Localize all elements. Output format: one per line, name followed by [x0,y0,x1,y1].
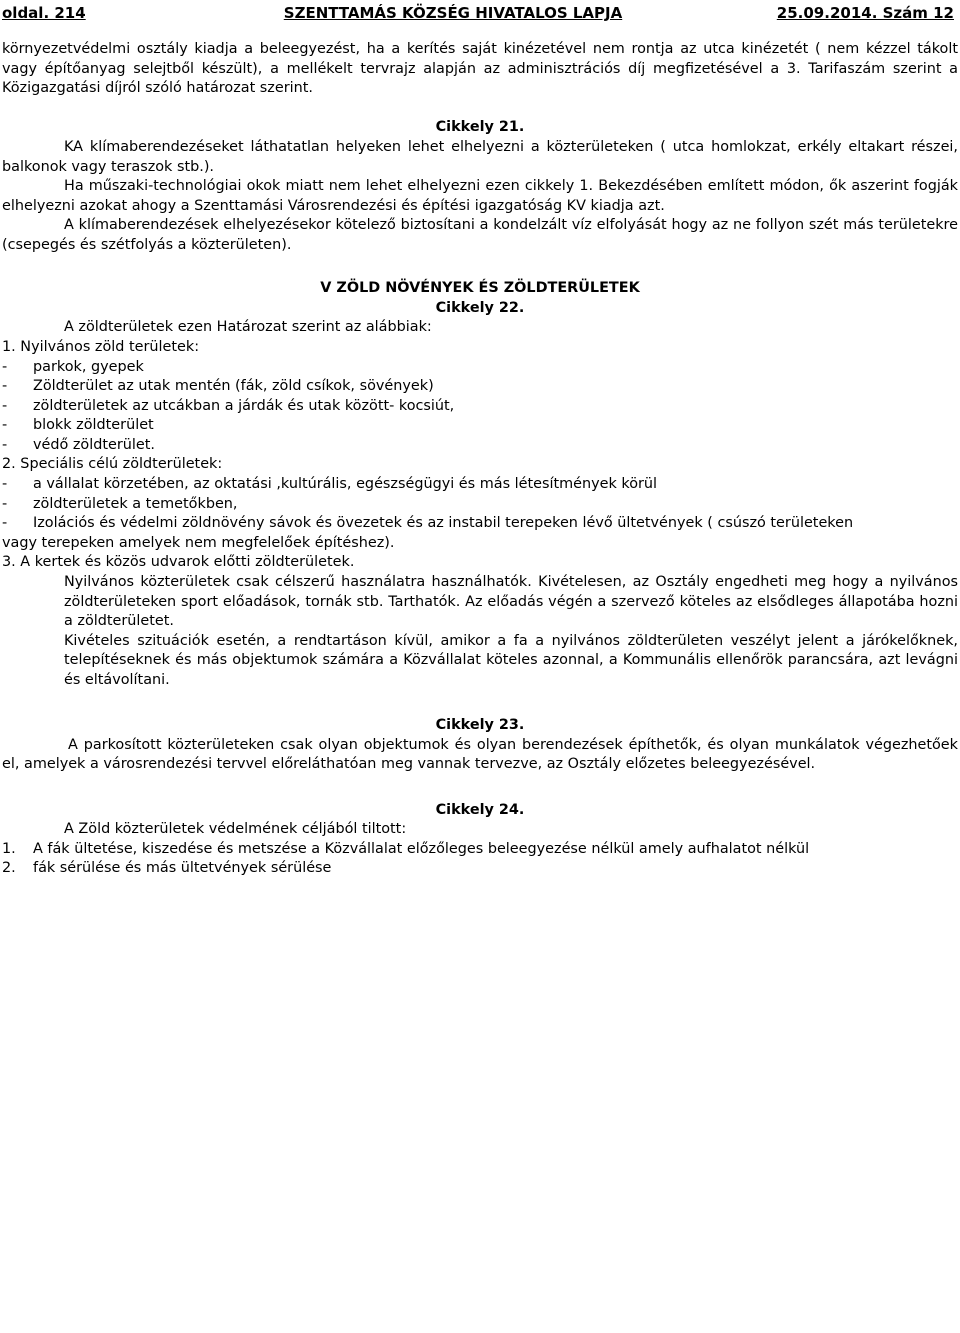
header-page-number: oldal. 214 [2,4,86,22]
item-number: 2. [2,860,16,877]
article-21-paragraph-3: A klímaberendezések elhelyezésekor kötelező biztosítani a kondelzált víz elfolyását hogy az ne follyon szét más területekre (csepegés és szétfolyás a közterületen). [2,217,958,253]
article-24-intro: A Zöld közterületek védelmének céljából tiltott: [64,821,407,838]
article-23-title: Cikkely 23. [435,717,525,734]
gardens-heading: 3. A kertek és közös udvarok előtti zöldterületek. [2,554,355,571]
article-21-paragraph-1: KA klímaberendezéseket láthatatlan helyeken lehet elhelyezni a közterületeken ( utca homlokzat, erkély eltakart részei, balkonok vagy teraszok stb.). [2,138,958,175]
list-item: - Izolációs és védelmi zöldnövény sávok és övezetek és az instabil terepeken lévő ültetvények ( csúszó területeken vagy terepeken amelyek nem megfelelőek építéshez). [2,515,854,551]
article-21-paragraph-2: Ha műszaki-technológiai okok miatt nem lehet elhelyezni ezen cikkely 1. Bekezdésében említett módon, ők aszerint fogják elhelyezni azokat ahogy a Szenttamási Városrendezési és építési igazgatóság KV kiadja azt. [2,178,958,214]
article-22-intro: A zöldterületek ezen Határozat szerint az alábbiak: [64,319,432,336]
special-green-heading: 2. Speciális célú zöldterületek: [2,456,223,473]
article-21-title: Cikkely 21. [435,119,525,136]
public-green-heading: 1. Nyilvános zöld területek: [2,338,200,355]
section-v-heading: V ZÖLD NÖVÉNYEK ÉS ZÖLDTERÜLETEK [320,280,640,297]
header-publication-title: SZENTTAMÁS KÖZSÉG HIVATALOS LAPJA [283,4,623,22]
prohibited-item [2,840,958,860]
list-item: - blokk zöldterület [2,417,154,434]
prohibited-item [2,859,958,879]
article-24-title: Cikkely 24. [435,801,525,818]
public-green-list [2,358,958,456]
header-date-issue: 25.09.2014. Szám 12 [776,4,954,22]
intro-paragraph: környezetvédelmi osztály kiadja a beleegyezést, ha a kerítés saját kinézetével nem rontja az utca kinézetét ( nem kézzel tákolt vagy építőanyag selejtből készült), a mellékelt tervrajz alapján az adminisztrációs díj megfizetésével a 3. Tarifaszám szerint a Közigazgatási díjról szóló határozat szerint. [2,41,958,97]
list-item: - parkok, gyepek [2,358,144,375]
page-header [2,0,958,26]
list-item: - zöldterületek az utcákban a járdák és utak között- kocsiút, [2,397,455,414]
article-22-paragraph-a: Nyilvános közterületek csak célszerű használatra használhatók. Kivételesen, az Osztály engedheti meg hogy a nyilvános zöldterületeken sport előadások, tornák stb. Tarthatók. Az előadás végén a szervező köteles az elsődleges állapotába hozni a zöldterületet. [64,574,958,630]
special-green-list [2,475,958,553]
prohibited-list [2,840,958,879]
list-item: - Zöldterület az utak mentén (fák, zöld csíkok, sövények) [2,378,434,395]
list-item: - védő zöldterület. [2,436,155,453]
list-item: - a vállalat körzetében, az oktatási ,kultúrális, egészségügyi és más létesítmények körül [2,476,658,493]
article-22-paragraph-b: Kivételes szituációk esetén, a rendtartáson kívül, amikor a fa a nyilvános zöldterületen veszélyt jelent a járókelőknek, telepítéseknek és más objektumok számára a Közvállalat köteles azonnal, a Kommunális ellenőrök parancsára, azt levágni és eltávolítani. [64,632,958,688]
list-item: - zöldterületek a temetőkben, [2,495,238,512]
item-number: 1. [2,840,16,857]
article-22-title: Cikkely 22. [435,299,525,316]
item-text: fák sérülése és más ültetvények sérülése [33,860,332,877]
item-text: A fák ültetése, kiszedése és metszése a Közvállalat előzőleges beleegyezése nélkül amely aufhalatot nélkül [33,840,810,857]
article-23-text: A parkosított közterületeken csak olyan objektumok és olyan berendezések építhetők, és olyan munkálatok végezhetőek el, amelyek a városrendezési tervvel előreláthatóan meg vannak tervezve, az Osztály előzetes beleegyezésével. [2,736,958,773]
